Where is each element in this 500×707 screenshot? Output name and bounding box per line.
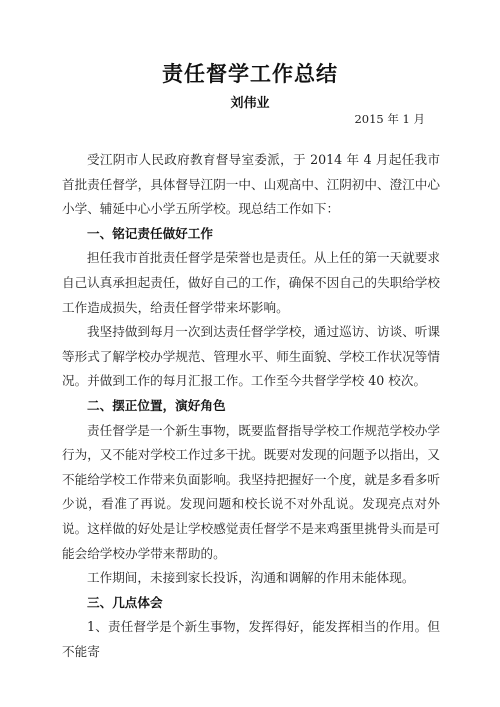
document-date: 2015 年 1 月 [354, 112, 425, 126]
document-body [62, 148, 440, 664]
section-heading: 二、摆正位置，演好角色 [87, 397, 226, 413]
document-author: 刘伟业 [230, 96, 270, 111]
body-paragraph: 担任我市首批责任督学是荣誉也是责任。从上任的第一天就要求自己认真承担起责任，做好自己的工作，确保不因自己的失职给学校工作造成损失，给责任督学带来坏影响。 [62, 250, 440, 315]
body-paragraph: 受江阴市人民政府教育督导室委派，于 2014 年 4 月起任我市首批责任督学，具体督导江阴一中、山观高中、江阴初中、澄江中心小学、辅延中心小学五所学校。现总结工作如下： [62, 152, 440, 217]
section-heading: 三、几点体会 [87, 594, 163, 610]
document-title: 责任督学工作总结 [162, 62, 338, 86]
body-paragraph: 工作期间，未接到家长投诉，沟通和调解的作用未能体现。 [87, 570, 415, 586]
body-paragraph: 1、责任督学是个新生事物，发挥得好，能发挥相当的作用。但不能寄 [62, 619, 440, 659]
body-paragraph: 我坚持做到每月一次到达责任督学学校，通过巡访、访谈、听课等形式了解学校办学规范、管理水平、师生面貌、学校工作状况等情况。并做到工作的每月汇报工作。工作至今共督学学校 40 校次。 [62, 324, 440, 389]
section-heading: 一、铭记责任做好工作 [87, 225, 213, 241]
body-paragraph: 责任督学是一个新生事物，既要监督指导学校工作规范学校办学行为，又不能对学校工作过多干扰。既要对发现的问题予以指出，又不能给学校工作带来负面影响。我坚持把握好一个度，就是多看多听少说，看准了再说。发现问题和校长说不对外乱说。发现亮点对外说。这样做的好处是让学校感觉责任督学不是来鸡蛋里挑骨头而是可能会给学校办学带来帮助的。 [62, 422, 440, 561]
